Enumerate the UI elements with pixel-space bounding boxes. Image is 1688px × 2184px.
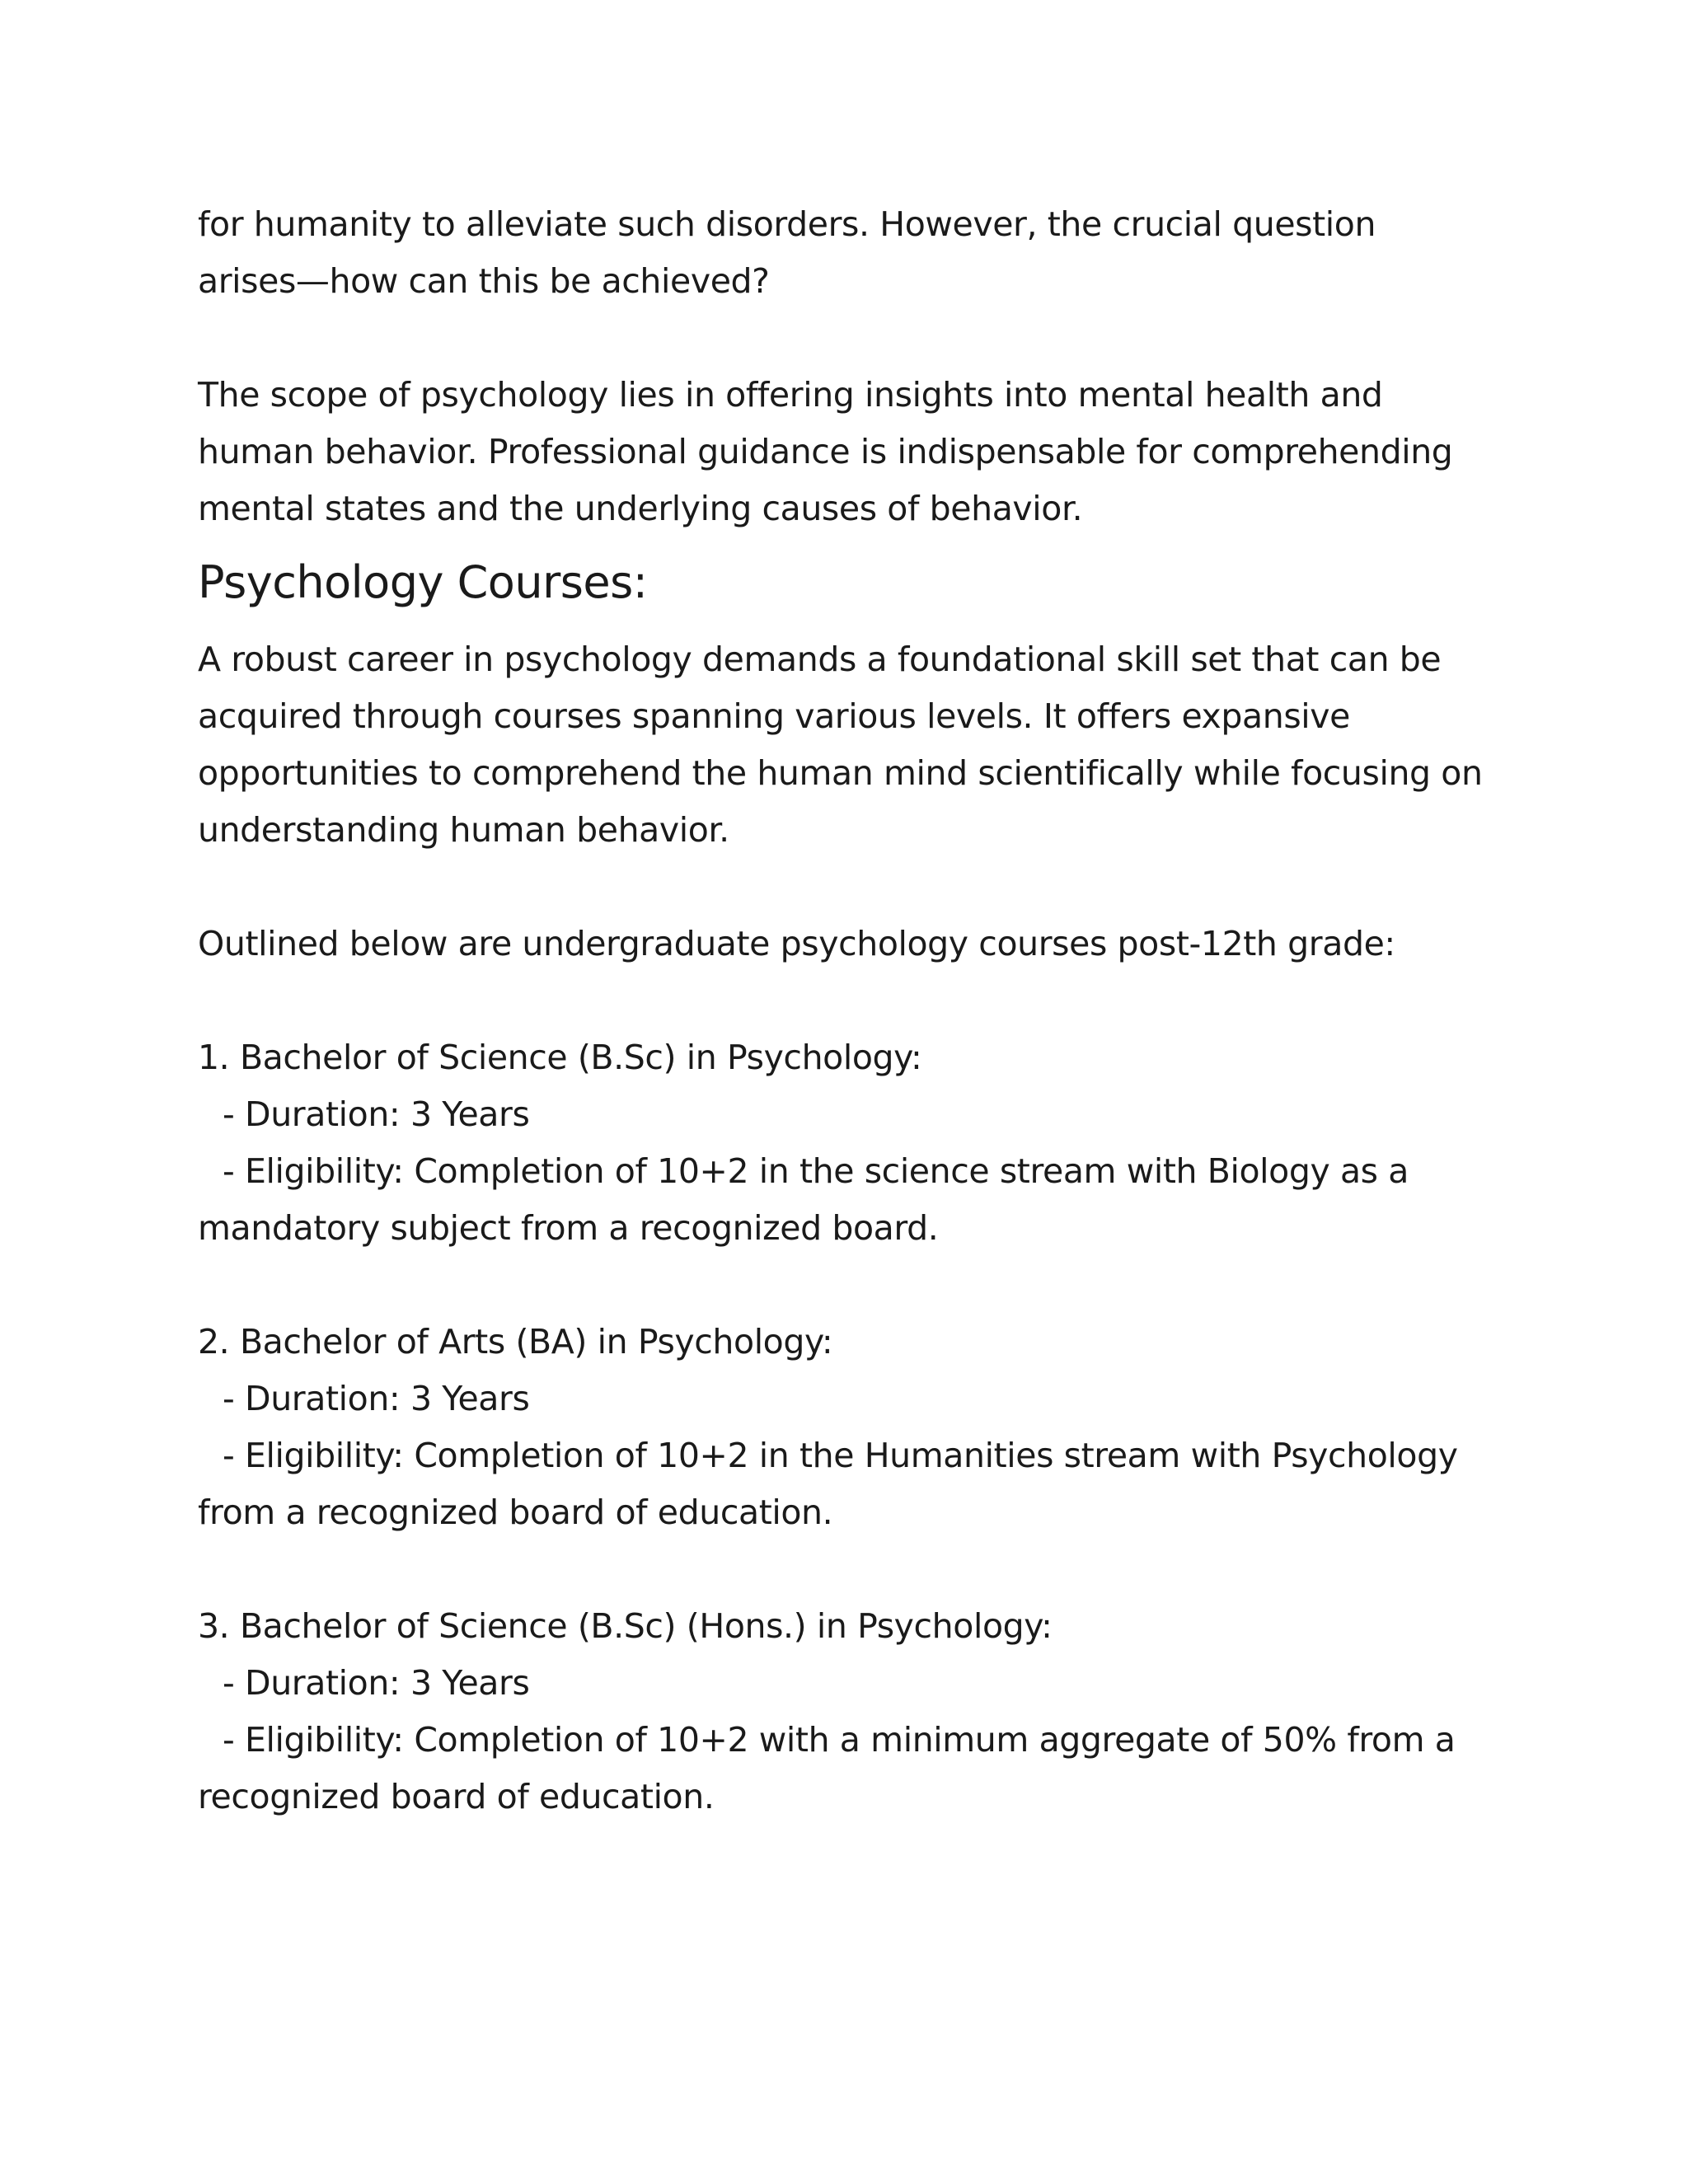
course-eligibility: - Eligibility: Completion of 10+2 with a minimum aggregate of 50% from a: [223, 1720, 1456, 1760]
outline-sentence: [198, 916, 1500, 972]
paragraph-line: Outlined below are undergraduate psychology courses post-12th grade:: [198, 924, 1395, 963]
course-title: 1. Bachelor of Science (B.Sc) in Psychology:: [198, 1038, 922, 1077]
course-eligibility: - Eligibility: Completion of 10+2 in the science stream with Biology as a: [223, 1151, 1409, 1191]
paragraph-line: opportunities to comprehend the human mind scientifically while focusing on: [198, 753, 1483, 793]
section-heading: Psychology Courses:: [198, 556, 648, 608]
course-eligibility-continued: recognized board of education.: [198, 1777, 715, 1816]
course-eligibility-continued: from a recognized board of education.: [198, 1493, 833, 1532]
paragraph-line: acquired through courses spanning various levels. It offers expansive: [198, 696, 1350, 736]
course-item: [198, 1598, 1500, 1825]
course-duration: - Duration: 3 Years: [223, 1663, 530, 1703]
course-item: [198, 1029, 1500, 1257]
course-duration: - Duration: 3 Years: [223, 1379, 530, 1418]
course-title: 2. Bachelor of Arts (BA) in Psychology:: [198, 1322, 833, 1361]
scope-paragraph: [198, 367, 1500, 537]
paragraph-line: A robust career in psychology demands a foundational skill set that can be: [198, 640, 1442, 679]
document-body: [198, 196, 1500, 1825]
courses-intro-paragraph: [198, 631, 1500, 859]
paragraph-line: mental states and the underlying causes of behavior.: [198, 489, 1083, 528]
paragraph-line: arises—how can this be achieved?: [198, 261, 770, 301]
course-eligibility: - Eligibility: Completion of 10+2 in the Humanities stream with Psychology: [223, 1436, 1458, 1475]
course-duration: - Duration: 3 Years: [223, 1094, 530, 1134]
paragraph-line: understanding human behavior.: [198, 810, 729, 850]
course-item: [198, 1314, 1500, 1541]
course-eligibility-continued: mandatory subject from a recognized board.: [198, 1208, 939, 1248]
paragraph-line: human behavior. Professional guidance is indispensable for comprehending: [198, 432, 1453, 471]
paragraph-line: The scope of psychology lies in offering insights into mental health and: [198, 375, 1383, 415]
course-title: 3. Bachelor of Science (B.Sc) (Hons.) in Psychology:: [198, 1606, 1053, 1646]
paragraph-line: for humanity to alleviate such disorders. However, the crucial question: [198, 204, 1376, 244]
intro-paragraph: [198, 196, 1500, 310]
